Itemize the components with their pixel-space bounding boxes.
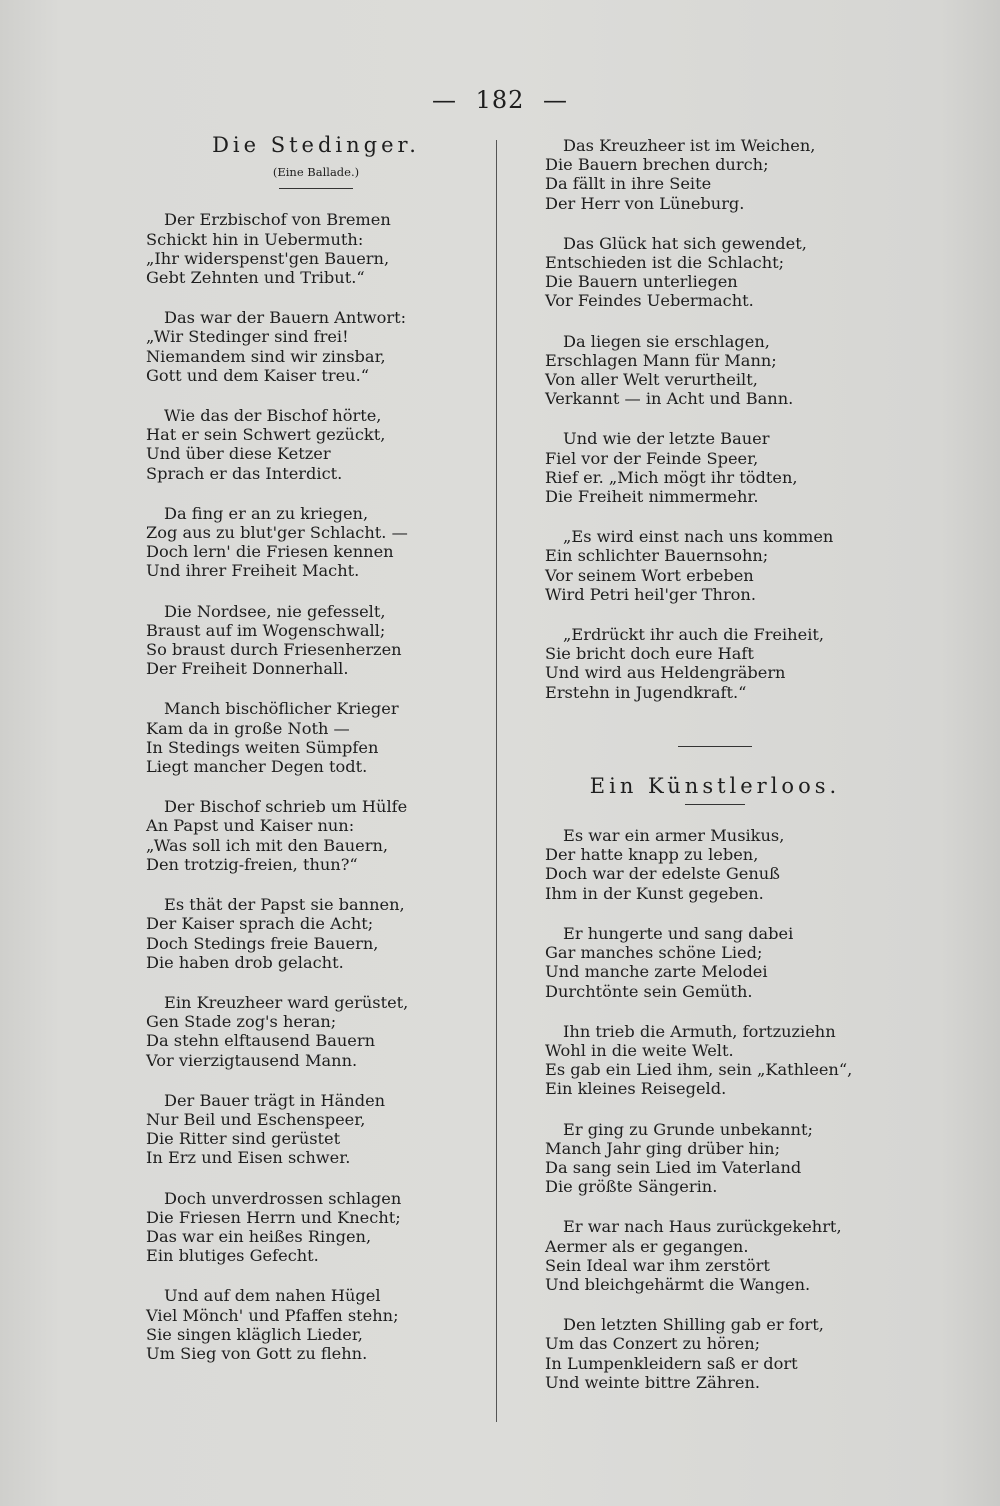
verse-line: Es thät der Papst sie bannen, xyxy=(164,895,405,915)
verse-line: In Erz und Eisen schwer. xyxy=(146,1148,351,1168)
verse-line: Er war nach Haus zurückgekehrt, xyxy=(563,1217,842,1237)
verse-line: Es gab ein Lied ihm, sein „Kathleen“, xyxy=(545,1060,853,1080)
verse-line: „Erdrückt ihr auch die Freiheit, xyxy=(563,625,825,645)
verse-line: Ein blutiges Gefecht. xyxy=(146,1246,319,1266)
verse-line: Wie das der Bischof hörte, xyxy=(164,406,382,426)
stanza xyxy=(545,826,885,903)
verse-line: Es war ein armer Musikus, xyxy=(563,826,785,846)
verse-line: Die größte Sängerin. xyxy=(545,1177,718,1197)
verse-line: Das war der Bauern Antwort: xyxy=(164,308,407,328)
verse-line: Braust auf im Wogenschwall; xyxy=(146,620,386,640)
verse-line: Und ihrer Freiheit Macht. xyxy=(146,561,360,581)
verse-line: Der Bischof schrieb um Hülfe xyxy=(164,797,408,817)
stanza xyxy=(545,136,885,213)
verse-line: In Lumpenkleidern saß er dort xyxy=(545,1353,798,1373)
verse-line: Manch bischöflicher Krieger xyxy=(164,699,399,719)
verse-line: Der Bauer trägt in Händen xyxy=(164,1090,386,1110)
stanza xyxy=(545,527,885,604)
stanza xyxy=(545,332,885,409)
verse-line: Sie bricht doch eure Haft xyxy=(545,644,754,664)
verse-line: Wohl in die weite Welt. xyxy=(545,1040,734,1060)
verse-line: Da fing er an zu kriegen, xyxy=(164,503,369,523)
verse-line: Und auf dem nahen Hügel xyxy=(164,1286,381,1306)
verse-line: Durchtönte sein Gemüth. xyxy=(545,981,753,1001)
left-column xyxy=(146,133,486,1363)
verse-line: Der Erzbischof von Bremen xyxy=(164,210,391,230)
stanza xyxy=(545,429,885,506)
verse-line: Niemandem sind wir zinsbar, xyxy=(146,346,386,366)
verse-line: Der Kaiser sprach die Acht; xyxy=(146,914,374,934)
verse-line: Und wie der letzte Bauer xyxy=(563,429,770,449)
verse-line: Rief er. „Mich mögt ihr tödten, xyxy=(545,467,798,487)
poem-subtitle: (Eine Ballade.) xyxy=(272,165,360,180)
stanza xyxy=(545,924,885,1001)
verse-line: Er hungerte und sang dabei xyxy=(563,923,794,943)
verse-line: Doch Stedings freie Bauern, xyxy=(146,933,379,953)
verse-line: Vor Feindes Uebermacht. xyxy=(545,291,754,311)
title-rule xyxy=(685,804,745,805)
verse-line: Hat er sein Schwert gezückt, xyxy=(146,425,386,445)
verse-line: Den trotzig-freien, thun?“ xyxy=(146,854,358,874)
stanza xyxy=(545,234,885,311)
stanza xyxy=(146,993,486,1070)
verse-line: Schickt hin in Uebermuth: xyxy=(146,229,364,249)
stanza xyxy=(545,1315,885,1392)
verse-line: Sprach er das Interdict. xyxy=(146,463,343,483)
verse-line: Entschieden ist die Schlacht; xyxy=(545,253,785,273)
verse-line: An Papst und Kaiser nun: xyxy=(146,816,355,836)
verse-line: Erstehn in Jugendkraft.“ xyxy=(545,682,747,702)
verse-line: „Es wird einst nach uns kommen xyxy=(563,527,834,547)
verse-line: Die haben drob gelacht. xyxy=(146,952,344,972)
page-header xyxy=(0,86,1000,114)
verse-line: Doch unverdrossen schlagen xyxy=(164,1188,402,1208)
verse-line: Sein Ideal war ihm zerstört xyxy=(545,1255,770,1275)
verse-line: Gebt Zehnten und Tribut.“ xyxy=(146,268,365,288)
verse-line: Gen Stade zog's heran; xyxy=(146,1012,337,1032)
poem-two xyxy=(545,773,885,1392)
stanza xyxy=(146,699,486,776)
page-number: 182 xyxy=(475,86,525,114)
verse-line: Die Bauern unterliegen xyxy=(545,272,738,292)
verse-line: Von aller Welt verurtheilt, xyxy=(545,370,758,390)
verse-line: Der Herr von Lüneburg. xyxy=(545,193,745,213)
verse-line: Das Glück hat sich gewendet, xyxy=(563,233,807,253)
verse-line: Um das Conzert zu hören; xyxy=(545,1334,761,1354)
verse-line: Da fällt in ihre Seite xyxy=(545,174,712,194)
verse-line: So braust durch Friesenherzen xyxy=(146,640,402,660)
verse-line: Manch Jahr ging drüber hin; xyxy=(545,1138,781,1158)
poem-title: Ein Künstlerloos. xyxy=(589,773,841,798)
stanza xyxy=(146,406,486,483)
verse-line: Um Sieg von Gott zu flehn. xyxy=(146,1343,368,1363)
verse-line: Liegt mancher Degen todt. xyxy=(146,757,368,777)
verse-line: Da sang sein Lied im Vaterland xyxy=(545,1157,802,1177)
stanza xyxy=(146,895,486,972)
verse-line: Und manche zarte Melodei xyxy=(545,962,768,982)
verse-line: „Ihr widerspenst'gen Bauern, xyxy=(146,248,390,268)
verse-line: Die Nordsee, nie gefesselt, xyxy=(164,601,386,621)
verse-line: Sie singen kläglich Lieder, xyxy=(146,1324,363,1344)
column-divider xyxy=(496,140,497,1422)
header-dash-right: — xyxy=(543,86,569,114)
stanza xyxy=(146,504,486,581)
verse-line: „Was soll ich mit den Bauern, xyxy=(146,835,389,855)
verse-line: Da stehn elftausend Bauern xyxy=(146,1031,376,1051)
verse-line: Ein schlichter Bauernsohn; xyxy=(545,546,769,566)
verse-line: Zog aus zu blut'ger Schlacht. — xyxy=(146,523,408,543)
stanza xyxy=(146,602,486,679)
verse-line: Er ging zu Grunde unbekannt; xyxy=(563,1119,813,1139)
verse-line: Doch war der edelste Genuß xyxy=(545,864,780,884)
verse-line: Die Ritter sind gerüstet xyxy=(146,1129,341,1149)
section-divider xyxy=(678,746,752,747)
verse-line: Die Freiheit nimmermehr. xyxy=(545,487,759,507)
verse-line: Wird Petri heil'ger Thron. xyxy=(545,584,756,604)
verse-line: Ein kleines Reisegeld. xyxy=(545,1079,727,1099)
verse-line: Da liegen sie erschlagen, xyxy=(563,331,770,351)
stanza xyxy=(146,1189,486,1266)
verse-line: Kam da in große Noth — xyxy=(146,718,350,738)
verse-line: Erschlagen Mann für Mann; xyxy=(545,350,777,370)
stanza xyxy=(545,1120,885,1197)
verse-line: Ihm in der Kunst gegeben. xyxy=(545,883,764,903)
verse-line: Verkannt — in Acht und Bann. xyxy=(545,389,794,409)
verse-line: In Stedings weiten Sümpfen xyxy=(146,737,379,757)
verse-line: Nur Beil und Eschenspeer, xyxy=(146,1109,366,1129)
verse-line: Gott und dem Kaiser treu.“ xyxy=(146,365,369,385)
verse-line: Ein Kreuzheer ward gerüstet, xyxy=(164,992,409,1012)
stanza xyxy=(146,797,486,874)
verse-line: Und bleichgehärmt die Wangen. xyxy=(545,1274,811,1294)
verse-line: Vor seinem Wort erbeben xyxy=(545,565,754,585)
verse-line: Ihn trieb die Armuth, fortzuziehn xyxy=(563,1021,836,1041)
verse-line: Das Kreuzheer ist im Weichen, xyxy=(563,136,816,155)
stanza xyxy=(146,1286,486,1363)
header-dash-left: — xyxy=(431,86,457,114)
poem-title: Die Stedinger. xyxy=(212,133,420,157)
verse-line: Die Friesen Herrn und Knecht; xyxy=(146,1207,401,1227)
stanza xyxy=(146,210,486,287)
verse-line: Viel Mönch' und Pfaffen stehn; xyxy=(146,1305,399,1325)
verse-line: Die Bauern brechen durch; xyxy=(545,155,769,175)
stanza xyxy=(545,625,885,702)
stanza xyxy=(146,1091,486,1168)
verse-line: Fiel vor der Feinde Speer, xyxy=(545,448,759,468)
verse-line: Aermer als er gegangen. xyxy=(545,1236,749,1256)
verse-line: Doch lern' die Friesen kennen xyxy=(146,542,394,562)
verse-line: Gar manches schöne Lied; xyxy=(545,943,763,963)
verse-line: Der hatte knapp zu leben, xyxy=(545,845,759,865)
verse-line: „Wir Stedinger sind frei! xyxy=(146,327,349,347)
verse-line: Und wird aus Heldengräbern xyxy=(545,663,786,683)
stanza xyxy=(545,1217,885,1294)
title-rule xyxy=(279,188,353,189)
stanza xyxy=(545,1022,885,1099)
verse-line: Das war ein heißes Ringen, xyxy=(146,1226,372,1246)
verse-line: Der Freiheit Donnerhall. xyxy=(146,659,349,679)
verse-line: Vor vierzigtausend Mann. xyxy=(146,1050,358,1070)
verse-line: Den letzten Shilling gab er fort, xyxy=(563,1315,824,1335)
right-column xyxy=(545,136,885,1392)
stanza xyxy=(146,308,486,385)
verse-line: Und weinte bittre Zähren. xyxy=(545,1372,761,1392)
verse-line: Und über diese Ketzer xyxy=(146,444,331,464)
